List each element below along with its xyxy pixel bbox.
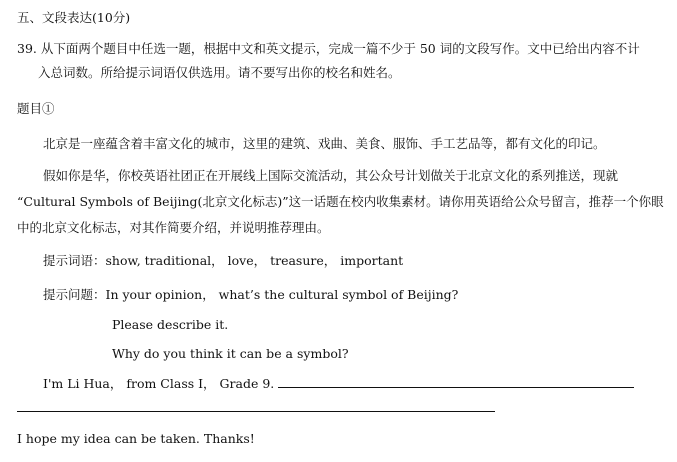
essay-start-text: I'm Li Hua， from Class I， Grade 9.: [43, 376, 275, 391]
question-text-line-1: 39. 从下面两个题目中任选一题，根据中文和英文提示，完成一篇不少于 50 词的文段写作。文中已给出内容不计: [17, 41, 640, 56]
task-paragraph-line-1: 假如你是华，你校英语社团正在开展线上国际交流活动，其公众号计划做关于北京文化的系列推送，现就: [43, 168, 619, 183]
writing-blank-2[interactable]: [17, 411, 495, 412]
hint-question-2: Please describe it.: [112, 317, 229, 332]
hint-question-1: 提示问题：In your opinion， what’s the cultural symbol of Beijing?: [43, 287, 459, 302]
hint-question-3: Why do you think it can be a symbol?: [112, 346, 349, 361]
hint-words: 提示词语：show, traditional， love， treasure， important: [43, 253, 404, 268]
section-title: 五、文段表达(10分): [17, 10, 131, 25]
background-paragraph: 北京是一座蕴含着丰富文化的城市，这里的建筑、戏曲、美食、服饰、手工艺品等，都有文化的印记。: [43, 136, 606, 151]
question-text-line-2: 入总词数。所给提示词语仅供选用。请不要写出你的校名和姓名。: [38, 65, 401, 80]
writing-blank-1[interactable]: [278, 375, 634, 388]
topic-label: 题目①: [17, 101, 55, 116]
task-paragraph-line-2: “Cultural Symbols of Beijing(北京文化标志)”这一话题在校内收集素材。请你用英语给公众号留言，推荐一个你眼: [17, 194, 664, 209]
essay-start-line: [43, 375, 634, 393]
task-paragraph-line-3: 中的北京文化标志，对其作简要介绍，并说明推荐理由。: [17, 220, 330, 235]
essay-end-line: I hope my idea can be taken. Thanks!: [17, 431, 255, 446]
